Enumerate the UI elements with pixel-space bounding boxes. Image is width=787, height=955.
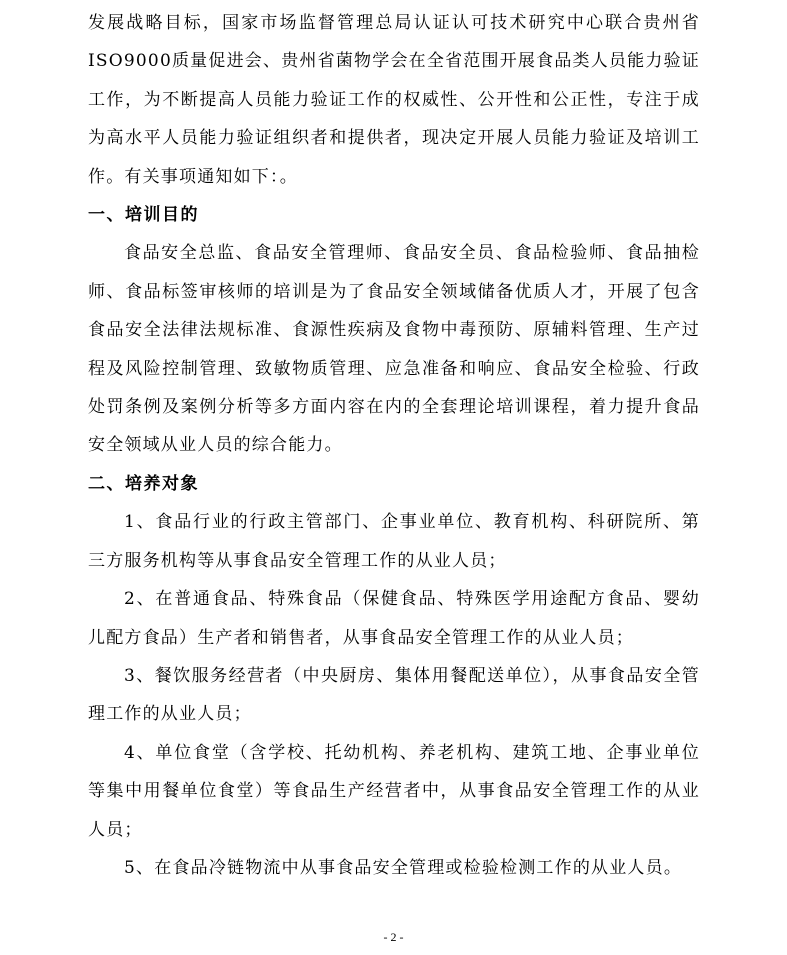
intro-paragraph: 发展战略目标，国家市场监督管理总局认证认可技术研究中心联合贵州省ISO9000质量促进会、贵州省菌物学会在全省范围开展食品类人员能力验证工作，为不断提高人员能力验证工作的权威性、公开性和公正性，专注于成为高水平人员能力验证组织者和提供者，现决定开展人员能力验证及培训工作。有关事项通知如下：。 [88, 13, 700, 187]
page-number: - 2 - [383, 930, 404, 944]
list-item: 4、单位食堂（含学校、托幼机构、养老机构、建筑工地、企事业单位等集中用餐单位食堂）等食品生产经营者中，从事食品安全管理工作的从业人员； [88, 742, 700, 840]
list-item: 1、食品行业的行政主管部门、企事业单位、教育机构、科研院所、第三方服务机构等从事食品安全管理工作的从业人员； [88, 512, 700, 571]
list-item: 5、在食品冷链物流中从事食品安全管理或检验检测工作的从业人员。 [124, 857, 683, 878]
list-item: 2、在普通食品、特殊食品（保健食品、特殊医学用途配方食品、婴幼儿配方食品）生产者和销售者，从事食品安全管理工作的从业人员； [88, 589, 700, 648]
section-2-heading: 二、培养对象 [88, 473, 199, 494]
document-page [88, 4, 700, 887]
section-1-heading: 一、培训目的 [88, 205, 199, 226]
section-1-body: 食品安全总监、食品安全管理师、食品安全员、食品检验师、食品抽检师、食品标签审核师的培训是为了食品安全领域储备优质人才，开展了包含食品安全法律法规标准、食源性疾病及食物中毒预防、原辅料管理、生产过程及风险控制管理、致敏物质管理、应急准备和响应、食品安全检验、行政处罚条例及案例分析等多方面内容在内的全套理论培训课程，着力提升食品安全领域从业人员的综合能力。 [88, 243, 700, 456]
list-item: 3、餐饮服务经营者（中央厨房、集体用餐配送单位），从事食品安全管理工作的从业人员； [88, 665, 700, 725]
